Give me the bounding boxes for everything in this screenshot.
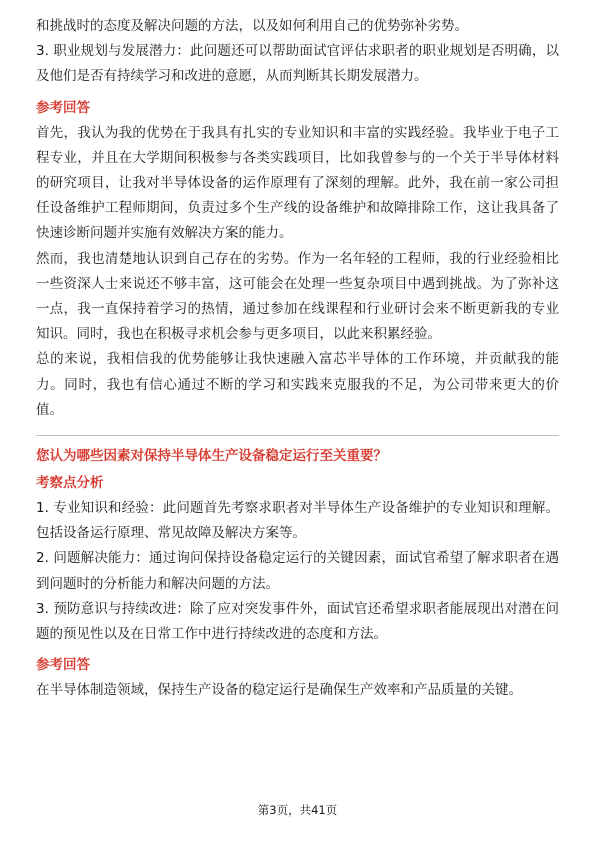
analysis-point-3: 3. 职业规划与发展潜力：此问题还可以帮助面试官评估求职者的职业规划是否明确，以及他们是否有持续学习和改进的意愿，从而判断其长期发展潜力。	[36, 43, 559, 85]
answer-paragraph-1: 在半导体制造领域，保持生产设备的稳定运行是确保生产效率和产品质量的关键。	[36, 682, 522, 699]
question-title: 您认为哪些因素对保持半导体生产设备稳定运行至关重要？	[36, 448, 387, 465]
answer-heading: 参考回答	[36, 99, 90, 116]
document-page	[36, 14, 559, 703]
analysis-point-2: 2. 问题解决能力：通过询问保持设备稳定运行的关键因素，面试官希望了解求职者在遇到问题时的分析能力和解决问题的方法。	[36, 550, 559, 592]
answer-paragraph-3: 总的来说，我相信我的优势能够让我快速融入富芯半导体的工作环境，并贡献我的能力。同时，我也有信心通过不断的学习和实践来克服我的不足，为公司带来更大的价值。	[36, 351, 559, 418]
answer-heading: 参考回答	[36, 657, 90, 674]
section-divider	[36, 435, 559, 436]
paragraph-continuation: 和挑战时的态度及解决问题的方法，以及如何利用自己的优势弥补劣势。	[36, 18, 468, 34]
answer-paragraph-2: 然而，我也清楚地认识到自己存在的劣势。作为一名年轻的工程师，我的行业经验相比一些资深人士来说还不够丰富，这可能会在处理一些复杂项目中遇到挑战。为了弥补这一点，我一直保持着学习的热情，通过参加在线课程和行业研讨会来不断更新我的专业知识。同时，我也在积极寻求机会参与更多项目，以此来积累经验。	[36, 250, 559, 343]
analysis-point-1: 1. 专业知识和经验：此问题首先考察求职者对半导体生产设备维护的专业知识和理解。包括设备运行原理、常见故障及解决方案等。	[36, 500, 559, 542]
page-number: 第3页，共41页	[257, 803, 338, 817]
answer-paragraph-1: 首先，我认为我的优势在于我具有扎实的专业知识和丰富的实践经验。我毕业于电子工程专业，并且在大学期间积极参与各类实践项目，比如我曾参与的一个关于半导体材料的研究项目，让我对半导体设备的运作原理有了深刻的理解。此外，我在前一家公司担任设备维护工程师期间，负责过多个生产线的设备维护和故障排除工作，这让我具备了快速诊断问题并实施有效解决方案的能力。	[36, 124, 559, 242]
analysis-point-3: 3. 预防意识与持续改进：除了应对突发事件外，面试官还希望求职者能展现出对潜在问题的预见性以及在日常工作中进行持续改进的态度和方法。	[36, 600, 559, 643]
analysis-heading: 考察点分析	[36, 475, 104, 492]
